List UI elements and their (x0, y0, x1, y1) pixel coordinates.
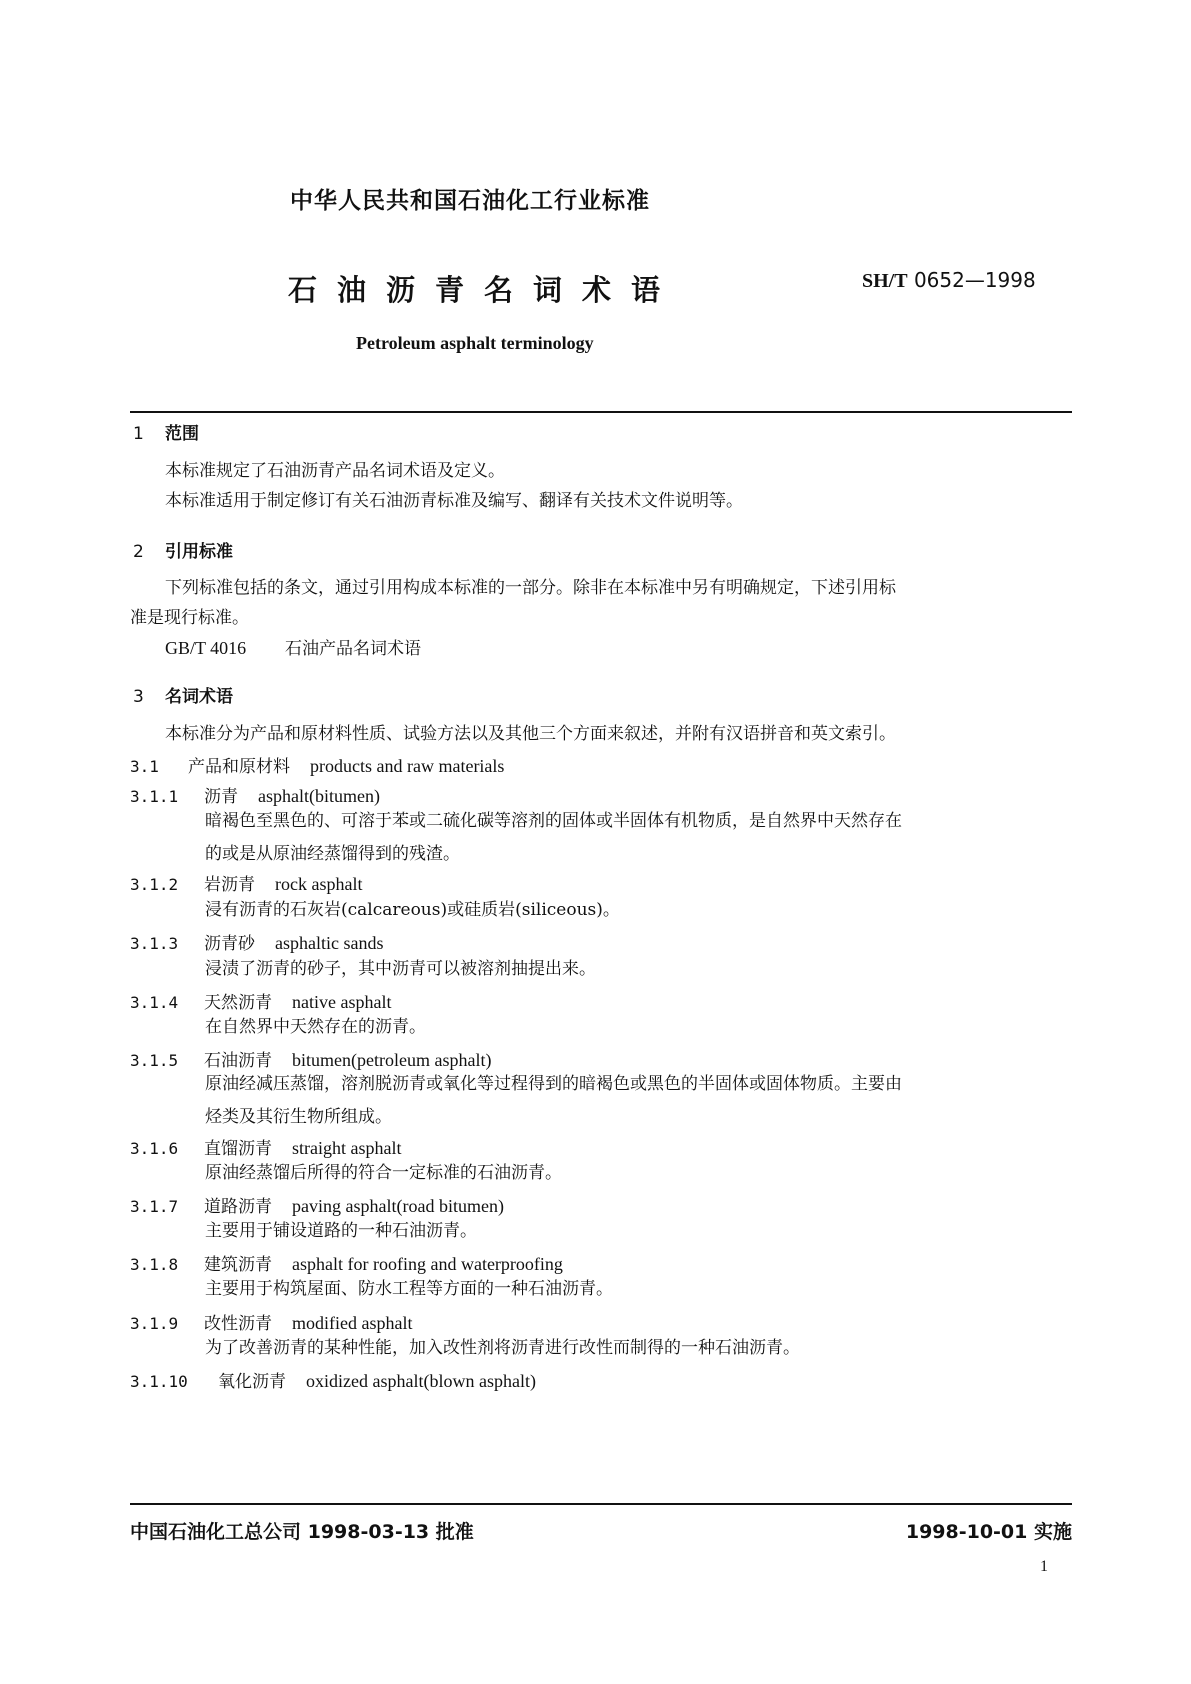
term-zh: 建筑沥青 (204, 1255, 272, 1275)
section-title: 名词术语 (165, 687, 233, 707)
term-definition (205, 1215, 477, 1248)
subsection-number: 3.1 (130, 757, 159, 776)
reference-standard (165, 636, 421, 661)
term-entry (130, 870, 362, 895)
term-definition (205, 1332, 800, 1365)
term-entry (130, 929, 383, 954)
term-en: oxidized asphalt(blown asphalt) (306, 1371, 536, 1391)
section-title: 范围 (165, 424, 199, 444)
term-zh: 改性沥青 (204, 1314, 272, 1334)
term-definition (205, 894, 620, 927)
term-entry (130, 1250, 563, 1275)
term-definition (205, 1273, 613, 1306)
term-entry (130, 1134, 401, 1159)
term-zh: 岩沥青 (204, 875, 255, 895)
term-definition (205, 1011, 426, 1044)
industry-title: 中华人民共和国石油化工行业标准 (290, 188, 650, 214)
term-zh: 氧化沥青 (218, 1372, 286, 1392)
term-number: 3.1.6 (130, 1139, 179, 1158)
section-heading-terms (133, 682, 233, 707)
standard-code: 0652—1998 (913, 268, 1036, 292)
definition-line: 主要用于铺设道路的一种石油沥青。 (205, 1221, 477, 1241)
subsection-title-en: products and raw materials (310, 756, 505, 776)
term-entry (130, 988, 391, 1013)
term-number: 3.1.4 (130, 993, 179, 1012)
term-number: 3.1.1 (130, 787, 179, 806)
definition-line: 原油经减压蒸馏，溶剂脱沥青或氧化等过程得到的暗褐色或黑色的半固体或固体物质。主要由 (205, 1074, 902, 1094)
footer-divider (130, 1503, 1072, 1505)
term-zh: 沥青 (204, 787, 238, 807)
term-en: asphalt(bitumen) (258, 786, 380, 806)
term-zh: 道路沥青 (204, 1197, 272, 1217)
reference-name: 石油产品名词术语 (285, 639, 421, 659)
term-zh: 天然沥青 (204, 993, 272, 1013)
paragraph: 本标准分为产品和原材料性质、试验方法以及其他三个方面来叙述，并附有汉语拼音和英文索引。 (165, 724, 896, 744)
standard-prefix: SH/T (862, 270, 908, 292)
term-en: asphalt for roofing and waterproofing (292, 1254, 563, 1274)
term-number: 3.1.2 (130, 875, 179, 894)
header-divider (130, 411, 1072, 413)
definition-line: 原油经蒸馏后所得的符合一定标准的石油沥青。 (205, 1163, 562, 1183)
term-number: 3.1.5 (130, 1051, 179, 1070)
term-zh: 石油沥青 (204, 1051, 272, 1071)
approval-line: 中国石油化工总公司 1998-03-13 批准 (130, 1521, 474, 1543)
reference-code: GB/T 4016 (165, 638, 247, 658)
term-en: asphaltic sands (275, 933, 384, 953)
term-entry (130, 1367, 536, 1392)
definition-line: 烃类及其衍生物所组成。 (205, 1107, 392, 1127)
term-number: 3.1.9 (130, 1314, 179, 1333)
subsection-heading (130, 752, 504, 777)
paragraph: 本标准适用于制定修订有关石油沥青标准及编写、翻译有关技术文件说明等。 (165, 491, 743, 511)
definition-line: 的或是从原油经蒸馏得到的残渣。 (205, 844, 460, 864)
definition-line: 主要用于构筑屋面、防水工程等方面的一种石油沥青。 (205, 1279, 613, 1299)
definition-line: 浸渍了沥青的砂子，其中沥青可以被溶剂抽提出来。 (205, 959, 596, 979)
page-number: 1 (1040, 1558, 1048, 1575)
term-zh: 沥青砂 (204, 934, 255, 954)
definition-line: 浸有沥青的石灰岩(calcareous)或硅质岩(siliceous)。 (205, 900, 620, 920)
term-en: bitumen(petroleum asphalt) (292, 1050, 492, 1070)
term-en: modified asphalt (292, 1313, 413, 1333)
term-number: 3.1.8 (130, 1255, 179, 1274)
definition-line: 在自然界中天然存在的沥青。 (205, 1017, 426, 1037)
term-zh: 直馏沥青 (204, 1139, 272, 1159)
term-en: paving asphalt(road bitumen) (292, 1196, 504, 1216)
term-en: straight asphalt (292, 1138, 402, 1158)
standard-number (862, 268, 1036, 293)
definition-line: 暗褐色至黑色的、可溶于苯或二硫化碳等溶剂的固体或半固体有机物质，是自然界中天然存在 (205, 811, 902, 831)
paragraph-continued: 准是现行标准。 (130, 608, 249, 628)
definition-line: 为了改善沥青的某种性能，加入改性剂将沥青进行改性而制得的一种石油沥青。 (205, 1338, 800, 1358)
term-definition (205, 1068, 902, 1134)
document-title: 石油沥青名词术语 (288, 273, 681, 307)
section-number: 3 (133, 687, 144, 707)
term-definition (205, 1157, 562, 1190)
term-en: rock asphalt (275, 874, 363, 894)
term-definition (205, 805, 902, 871)
term-number: 3.1.3 (130, 934, 179, 953)
term-entry (130, 782, 380, 807)
term-en: native asphalt (292, 992, 392, 1012)
section-number: 1 (133, 424, 144, 444)
term-entry (130, 1309, 412, 1334)
term-definition (205, 953, 596, 986)
paragraph: 本标准规定了石油沥青产品名词术语及定义。 (165, 461, 505, 481)
term-number: 3.1.10 (130, 1372, 188, 1391)
subsection-title-zh: 产品和原材料 (188, 757, 290, 777)
section-heading-scope (133, 419, 199, 444)
paragraph: 下列标准包括的条文，通过引用构成本标准的一部分。除非在本标准中另有明确规定，下述引用标 (165, 578, 896, 598)
effective-date: 1998-10-01 实施 (905, 1521, 1072, 1543)
english-title: Petroleum asphalt terminology (356, 333, 594, 353)
section-number: 2 (133, 542, 144, 562)
section-title: 引用标准 (165, 542, 233, 562)
section-heading-references (133, 537, 233, 562)
term-number: 3.1.7 (130, 1197, 179, 1216)
term-entry (130, 1192, 504, 1217)
